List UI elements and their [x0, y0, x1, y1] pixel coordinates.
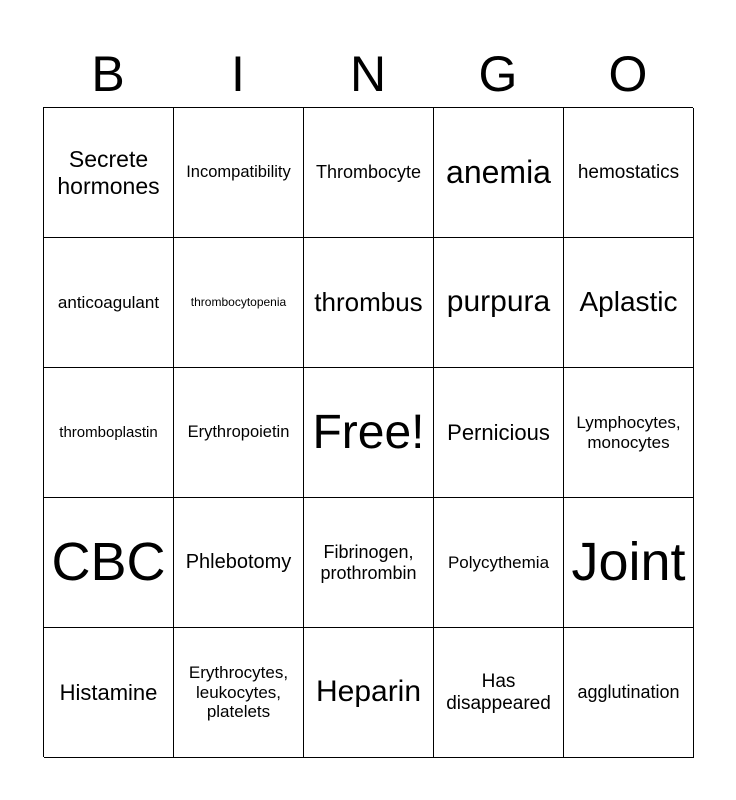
bingo-cell[interactable]: Histamine [44, 628, 174, 758]
bingo-cell[interactable]: Joint [564, 498, 694, 628]
bingo-cell[interactable]: Incompatibility [174, 108, 304, 238]
free-space-cell[interactable]: Free! [304, 368, 434, 498]
bingo-cell[interactable]: anticoagulant [44, 238, 174, 368]
header-letter-n: N [349, 46, 387, 102]
header-letter-i: I [231, 46, 245, 102]
bingo-cell[interactable]: Aplastic [564, 238, 694, 368]
header-letter-b: B [91, 46, 125, 102]
bingo-cell[interactable]: Fibrinogen, prothrombin [304, 498, 434, 628]
bingo-cell[interactable]: thrombus [304, 238, 434, 368]
bingo-cell[interactable]: agglutination [564, 628, 694, 758]
bingo-grid [43, 107, 693, 757]
bingo-cell[interactable]: anemia [434, 108, 564, 238]
bingo-cell[interactable]: thromboplastin [44, 368, 174, 498]
bingo-cell[interactable]: Has disappeared [434, 628, 564, 758]
bingo-cell[interactable]: hemostatics [564, 108, 694, 238]
bingo-cell[interactable]: Thrombocyte [304, 108, 434, 238]
bingo-cell[interactable]: Lymphocytes, monocytes [564, 368, 694, 498]
header-letter-o: O [608, 46, 648, 102]
bingo-cell[interactable]: CBC [44, 498, 174, 628]
bingo-cell[interactable]: Secrete hormones [44, 108, 174, 238]
bingo-header [43, 44, 693, 104]
bingo-cell[interactable]: thrombocytopenia [174, 238, 304, 368]
header-letter-g: G [478, 46, 518, 102]
bingo-cell[interactable]: Pernicious [434, 368, 564, 498]
bingo-cell[interactable]: Heparin [304, 628, 434, 758]
bingo-cell[interactable]: Polycythemia [434, 498, 564, 628]
bingo-cell[interactable]: purpura [434, 238, 564, 368]
bingo-cell[interactable]: Erythropoietin [174, 368, 304, 498]
bingo-cell[interactable]: Erythrocytes, leukocytes, platelets [174, 628, 304, 758]
bingo-cell[interactable]: Phlebotomy [174, 498, 304, 628]
